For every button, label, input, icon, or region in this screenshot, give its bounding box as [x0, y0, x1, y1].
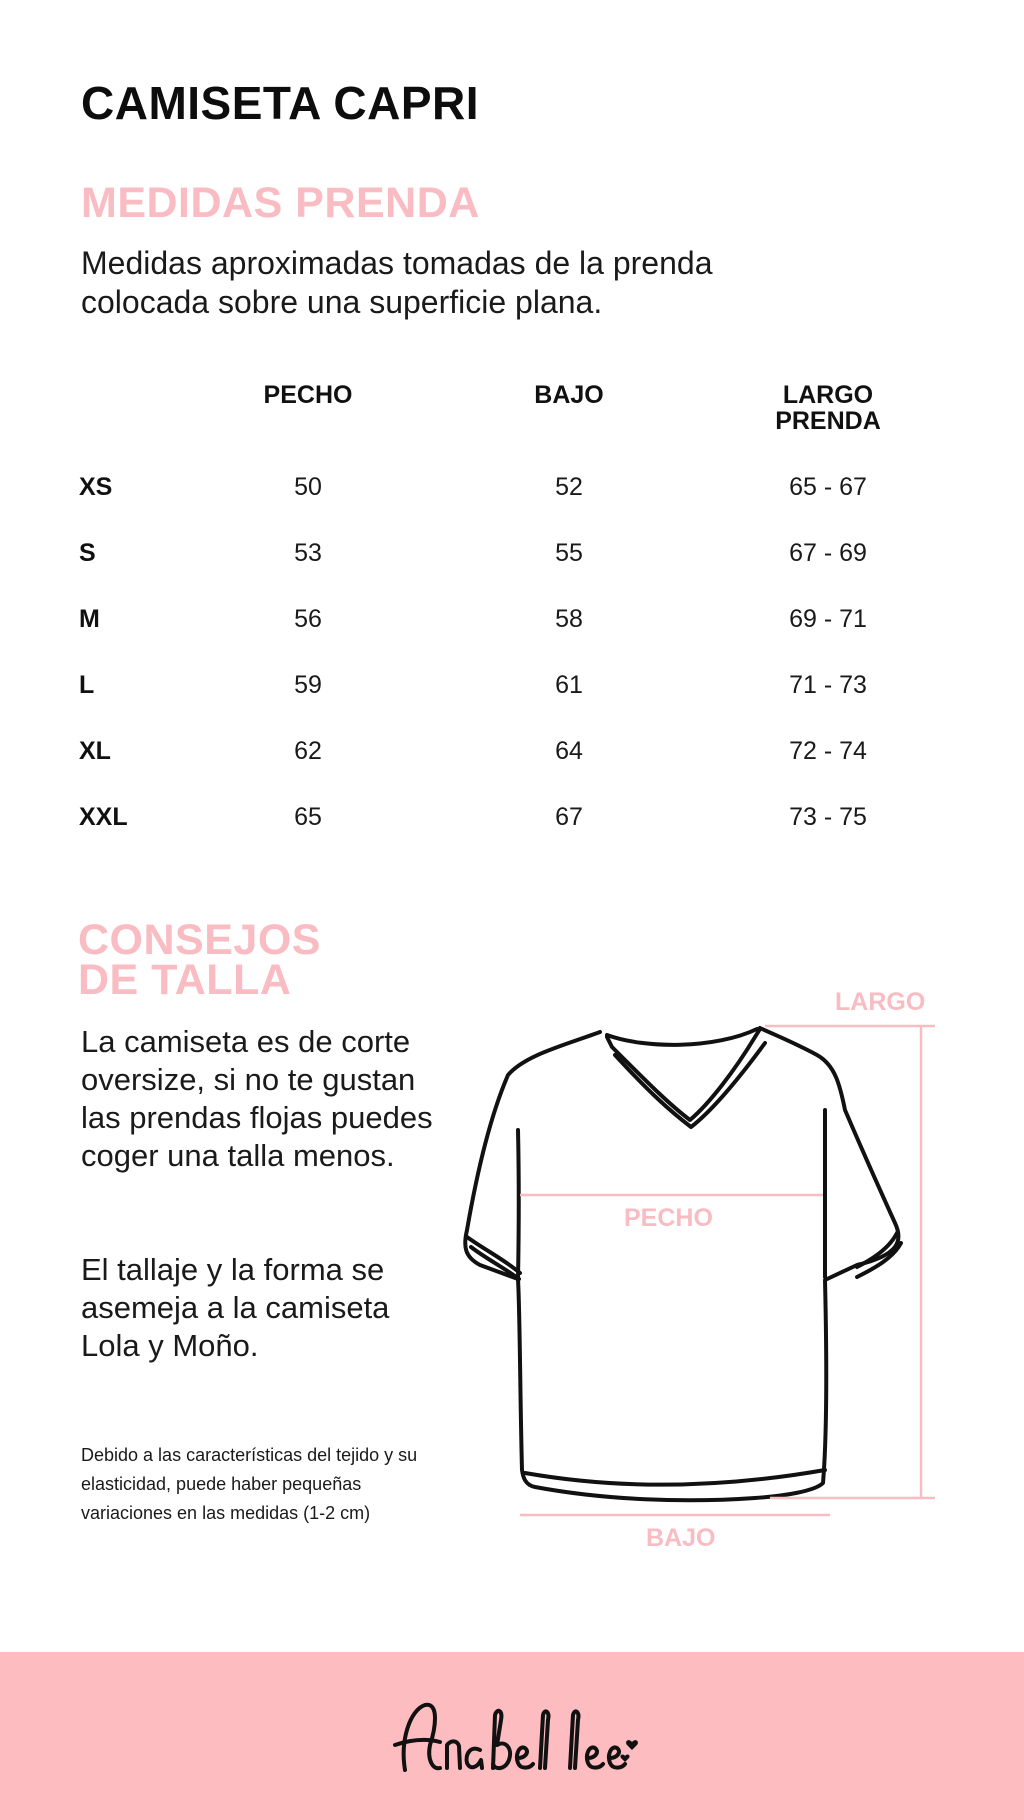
cell-largo: 69 - 71 [789, 605, 867, 633]
cell-pecho: 59 [294, 671, 322, 699]
column-header-pecho: PECHO [263, 381, 353, 409]
label-bajo: BAJO [646, 1524, 716, 1552]
brand-logo [385, 1690, 645, 1790]
cell-pecho: 50 [294, 473, 322, 501]
cell-bajo: 61 [555, 671, 583, 699]
row-size-label: S [79, 539, 96, 567]
cell-largo: 72 - 74 [789, 737, 867, 765]
cell-bajo: 67 [555, 803, 583, 831]
page-title: CAMISETA CAPRI [81, 77, 479, 129]
cell-bajo: 52 [555, 473, 583, 501]
cell-bajo: 58 [555, 605, 583, 633]
row-size-label: XS [79, 473, 113, 501]
column-header-bajo: BAJO [534, 381, 604, 409]
row-size-label: XL [79, 737, 111, 765]
measurements-description: Medidas aproximadas tomadas de la prenda colocada sobre una superficie plana. [81, 245, 713, 320]
row-size-label: L [79, 671, 95, 699]
cell-largo: 67 - 69 [789, 539, 867, 567]
label-largo: LARGO [835, 988, 926, 1016]
tip-similar-fit: El tallaje y la forma se asemeja a la camiseta Lola y Moño. [81, 1252, 390, 1363]
label-pecho: PECHO [624, 1204, 713, 1232]
row-size-label: M [79, 605, 100, 633]
column-header-largo: LARGO PRENDA [775, 381, 881, 435]
row-size-label: XXL [79, 803, 128, 831]
cell-largo: 71 - 73 [789, 671, 867, 699]
cell-bajo: 64 [555, 737, 583, 765]
cell-pecho: 56 [294, 605, 322, 633]
tip-oversize: La camiseta es de corte oversize, si no te gustan las prendas flojas puedes coger una talla menos. [81, 1024, 433, 1173]
cell-pecho: 62 [294, 737, 322, 765]
cell-largo: 65 - 67 [789, 473, 867, 501]
cell-bajo: 55 [555, 539, 583, 567]
cell-largo: 73 - 75 [789, 803, 867, 831]
cell-pecho: 53 [294, 539, 322, 567]
cell-pecho: 65 [294, 803, 322, 831]
tips-heading: CONSEJOS DE TALLA [78, 916, 321, 1004]
variation-note: Debido a las características del tejido y su elasticidad, puede haber pequeñas variaciones en las medidas (1-2 cm) [81, 1445, 418, 1523]
measurements-heading: MEDIDAS PRENDA [81, 179, 480, 227]
